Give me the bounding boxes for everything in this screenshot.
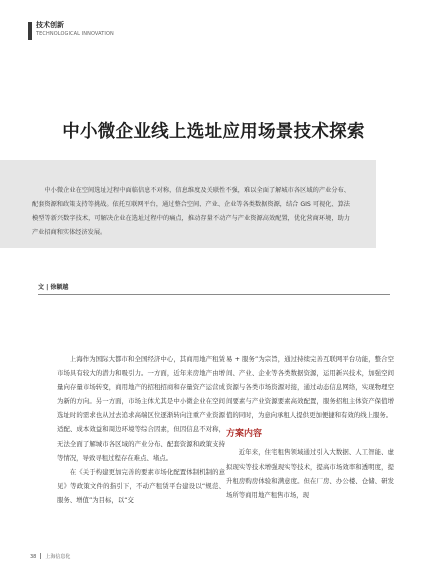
footer-separator <box>40 553 41 559</box>
column-title: 技术创新 <box>36 21 64 29</box>
abstract-box <box>0 160 376 248</box>
right-column <box>226 352 394 502</box>
body-paragraph: 近年来，住宅租售领域通过引入大数据、人工智能、虚拟现实等技术增强现实等技术，提高市场效率和透明度，提升租房购房体验和满意度。但在厂房、办公楼、仓储、研发场所等商用地产租售市场，现 <box>226 448 394 499</box>
author-label: 文 <box>38 284 45 291</box>
header-accent-bar <box>28 22 32 40</box>
author-divider <box>38 294 390 295</box>
page-footer <box>30 553 70 560</box>
body-paragraph: 在《关于构建更加完善的要素市场化配置体制机制的意见》等政策文件的指引下，不动产租赁平台建设以“规范、服务、增值”为目标，以“交 <box>57 467 225 504</box>
column-subtitle: TECHNOLOGICAL INNOVATION <box>36 31 114 37</box>
section-heading: 方案内容 <box>226 429 263 440</box>
page-number: 38 <box>30 554 37 560</box>
author-name: 徐颖越 <box>50 284 69 291</box>
body-paragraph: 上海作为国际大都市和全国经济中心，其商用地产租赁市场具有较大的潜力和吸引力。一方面，近年来房地产由增量向存量市场转变，商用地产的招租招商和存量资产运营成为新的方向。另一方面，市场主体尤其是中小微企业在空间选址时的需求也从过去追求高端区位逐渐转向注重产业资源适配、成本效益和周边环境等综合因素，但因信息不对称，无法全面了解城市各区域的产业分布、配套资源和政策支持等情况，导致寻租过程存在难点、堵点。 <box>57 355 225 462</box>
author-line <box>38 282 68 291</box>
left-column <box>57 352 225 507</box>
body-paragraph: 易 + 服务”为宗旨，通过持续完善互联网平台功能，整合空间、产业、企业等各类数据资源，运用新兴技术，加强空间资源与各类市场资源对接，通过动态信息网络，实现物理空间要素与产业资源要素高效配置，服务招租主体资产保值增值的同时，为意向承租人提供更加便捷和有效的线上服务。 <box>226 355 394 420</box>
article-title: 中小微企业线上选址应用场景技术探索 <box>62 122 365 142</box>
author-separator: | <box>44 284 51 291</box>
publication-name: 上海信息化 <box>45 554 71 560</box>
abstract-text: 中小微企业在空间选址过程中面临信息不对称，信息维度及关联性不强，难以全面了解城市各区域的产业分布、配套资源和政策支持等挑战。依托互联网平台，通过整合空间、产业、企业等各类数据资源，结合 GIS 可视化、算法模型等新兴数字技术，可解决企业在选址过程中的痛点，推动存量不动产与产业资源高效配置，优化营商环境，助力产业招商和实体经济发展。 <box>32 187 350 236</box>
